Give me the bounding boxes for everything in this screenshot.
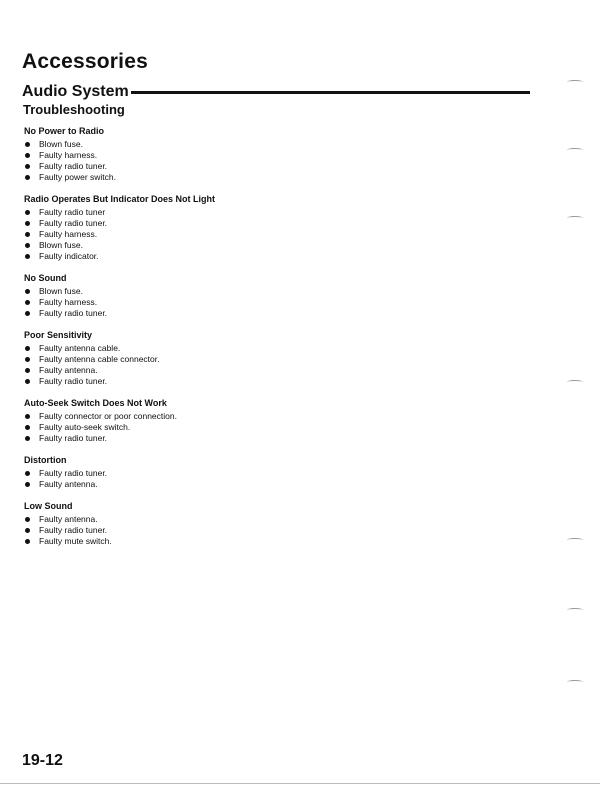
symptom-group [24, 397, 524, 444]
bullet-icon [25, 414, 30, 419]
cause-text: Blown fuse. [39, 139, 83, 149]
cause-text: Faulty radio tuner [39, 207, 106, 217]
edge-mark [567, 608, 583, 612]
cause-list [24, 207, 524, 262]
cause-list [24, 411, 524, 444]
cause-item [24, 139, 524, 150]
cause-text: Faulty indicator. [39, 251, 99, 261]
cause-item [24, 161, 524, 172]
cause-list [24, 468, 524, 490]
cause-item [24, 308, 524, 319]
cause-text: Faulty antenna. [39, 365, 98, 375]
cause-item [24, 354, 524, 365]
cause-text: Faulty harness. [39, 297, 98, 307]
cause-item [24, 172, 524, 183]
bullet-icon [25, 221, 30, 226]
cause-item [24, 479, 524, 490]
cause-text: Faulty radio tuner. [39, 308, 108, 318]
bullet-icon [25, 164, 30, 169]
cause-item [24, 150, 524, 161]
cause-text: Faulty auto-seek switch. [39, 422, 131, 432]
cause-item [24, 365, 524, 376]
cause-item [24, 468, 524, 479]
cause-item [24, 514, 524, 525]
subtitle-rule [131, 91, 530, 94]
cause-text: Faulty mute switch. [39, 536, 112, 546]
bottom-rule [0, 783, 600, 784]
edge-mark [567, 80, 583, 84]
bullet-icon [25, 436, 30, 441]
cause-text: Faulty power switch. [39, 172, 116, 182]
bullet-icon [25, 311, 30, 316]
cause-list [24, 343, 524, 387]
cause-item [24, 343, 524, 354]
bullet-icon [25, 175, 30, 180]
cause-item [24, 286, 524, 297]
bullet-icon [25, 142, 30, 147]
cause-text: Faulty harness. [39, 150, 98, 160]
cause-item [24, 525, 524, 536]
cause-item [24, 297, 524, 308]
cause-list [24, 286, 524, 319]
section-heading: Troubleshooting [23, 102, 125, 117]
cause-text: Faulty radio tuner. [39, 376, 108, 386]
edge-mark [567, 538, 583, 542]
symptom-title: Distortion [24, 455, 67, 465]
edge-mark [567, 680, 583, 684]
bullet-icon [25, 210, 30, 215]
cause-item [24, 411, 524, 422]
symptom-title: Radio Operates But Indicator Does Not Light [24, 194, 216, 204]
cause-item [24, 218, 524, 229]
bullet-icon [25, 482, 30, 487]
symptom-group [24, 500, 524, 547]
symptom-title: Auto-Seek Switch Does Not Work [24, 398, 167, 408]
cause-item [24, 240, 524, 251]
bullet-icon [25, 254, 30, 259]
cause-text: Blown fuse. [39, 286, 83, 296]
bullet-icon [25, 517, 30, 522]
symptom-group [24, 454, 524, 490]
cause-item [24, 251, 524, 262]
cause-text: Faulty antenna cable connector. [39, 354, 160, 364]
bullet-icon [25, 243, 30, 248]
subtitle-row [22, 79, 530, 101]
bullet-icon [25, 368, 30, 373]
cause-item [24, 536, 524, 547]
bullet-icon [25, 300, 30, 305]
troubleshooting-list [24, 125, 524, 557]
cause-item [24, 376, 524, 387]
cause-text: Blown fuse. [39, 240, 83, 250]
cause-text: Faulty radio tuner. [39, 433, 108, 443]
edge-mark [567, 380, 583, 384]
cause-text: Faulty connector or poor connection. [39, 411, 177, 421]
bullet-icon [25, 357, 30, 362]
bullet-icon [25, 425, 30, 430]
bullet-icon [25, 539, 30, 544]
page-subtitle: Audio System [22, 83, 129, 100]
bullet-icon [25, 289, 30, 294]
cause-text: Faulty harness. [39, 229, 98, 239]
edge-mark [567, 216, 583, 220]
symptom-group [24, 272, 524, 319]
symptom-title: Low Sound [24, 501, 73, 511]
cause-item [24, 422, 524, 433]
symptom-group [24, 193, 524, 262]
page-number: 19-12 [22, 752, 63, 769]
cause-item [24, 433, 524, 444]
symptom-group [24, 329, 524, 387]
bullet-icon [25, 528, 30, 533]
page-title: Accessories [22, 50, 148, 73]
cause-list [24, 139, 524, 183]
cause-item [24, 207, 524, 218]
bullet-icon [25, 232, 30, 237]
cause-text: Faulty radio tuner. [39, 468, 108, 478]
cause-text: Faulty antenna cable. [39, 343, 121, 353]
cause-item [24, 229, 524, 240]
cause-text: Faulty radio tuner. [39, 525, 108, 535]
cause-text: Faulty antenna. [39, 479, 98, 489]
cause-text: Faulty radio tuner. [39, 218, 108, 228]
bullet-icon [25, 153, 30, 158]
symptom-title: No Sound [24, 273, 67, 283]
cause-list [24, 514, 524, 547]
cause-text: Faulty antenna. [39, 514, 98, 524]
bullet-icon [25, 346, 30, 351]
bullet-icon [25, 471, 30, 476]
bullet-icon [25, 379, 30, 384]
symptom-title: Poor Sensitivity [24, 330, 93, 340]
symptom-group [24, 125, 524, 183]
symptom-title: No Power to Radio [24, 126, 105, 136]
edge-mark [567, 148, 583, 152]
cause-text: Faulty radio tuner. [39, 161, 108, 171]
